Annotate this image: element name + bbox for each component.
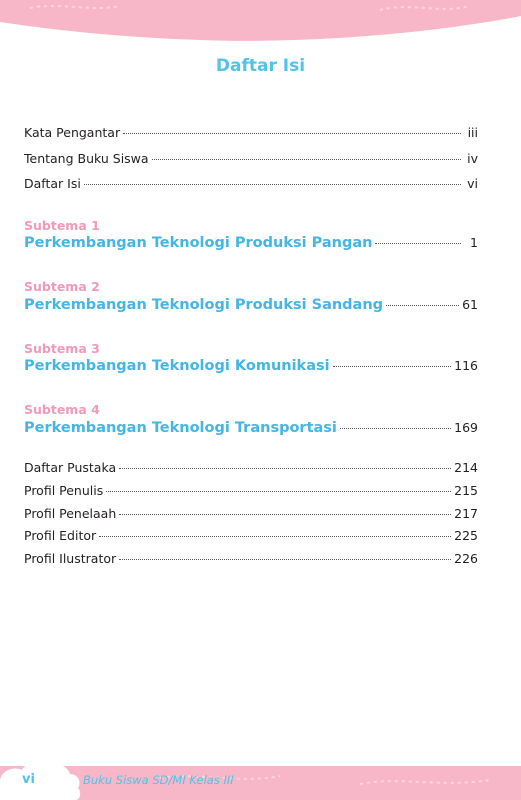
toc-entry-label: Profil Ilustrator bbox=[24, 551, 117, 566]
toc-entry-page: vi bbox=[467, 176, 478, 191]
toc-entry-subtema-1[interactable] bbox=[24, 235, 478, 251]
toc-entry-daftar-isi[interactable] bbox=[24, 176, 478, 192]
toc-entry-label: Kata Pengantar bbox=[24, 125, 121, 140]
toc-entry-kata-pengantar[interactable] bbox=[24, 125, 478, 141]
toc-entry-page: iii bbox=[467, 125, 478, 140]
toc-entry-page: 217 bbox=[454, 506, 478, 521]
dot-leader bbox=[340, 427, 451, 429]
toc-entry-page: 226 bbox=[454, 551, 478, 566]
toc-entry-subtema-4[interactable] bbox=[24, 420, 478, 436]
footer-decoration bbox=[0, 760, 521, 800]
subtema-3-tag: Subtema 3 bbox=[24, 341, 100, 356]
toc-entry-page: 1 bbox=[470, 235, 478, 250]
footer-page-number: vi bbox=[22, 772, 35, 787]
toc-entry-label: Perkembangan Teknologi Transportasi bbox=[24, 420, 337, 436]
dot-leader bbox=[123, 132, 461, 134]
toc-entry-subtema-2[interactable] bbox=[24, 297, 478, 313]
toc-entry-subtema-3[interactable] bbox=[24, 358, 478, 374]
toc-entry-profil-editor[interactable] bbox=[24, 528, 478, 544]
toc-entry-page: 214 bbox=[454, 460, 478, 475]
toc-entry-label: Profil Editor bbox=[24, 528, 97, 543]
subtema-1-tag: Subtema 1 bbox=[24, 218, 100, 233]
toc-entry-label: Daftar Isi bbox=[24, 176, 81, 191]
toc-entry-page: 116 bbox=[454, 358, 478, 373]
toc-entry-daftar-pustaka[interactable] bbox=[24, 460, 478, 476]
dot-leader bbox=[386, 304, 459, 306]
toc-entry-page: iv bbox=[467, 151, 478, 166]
dot-leader bbox=[375, 242, 461, 244]
toc-entry-page: 215 bbox=[454, 483, 478, 498]
toc-entry-label: Perkembangan Teknologi Komunikasi bbox=[24, 358, 330, 374]
dot-leader bbox=[333, 365, 452, 367]
dot-leader bbox=[119, 513, 451, 515]
toc-entry-page: 169 bbox=[454, 420, 478, 435]
toc-entry-page: 61 bbox=[462, 297, 478, 312]
toc-entry-profil-ilustrator[interactable] bbox=[24, 551, 478, 567]
dot-leader bbox=[152, 158, 461, 160]
dot-leader bbox=[119, 558, 451, 560]
toc-entry-label: Profil Penulis bbox=[24, 483, 104, 498]
toc-entry-label: Perkembangan Teknologi Produksi Sandang bbox=[24, 297, 384, 313]
subtema-4-tag: Subtema 4 bbox=[24, 402, 100, 417]
toc-entry-page: 225 bbox=[454, 528, 478, 543]
toc-entry-label: Perkembangan Teknologi Produksi Pangan bbox=[24, 235, 373, 251]
toc-entry-label: Tentang Buku Siswa bbox=[24, 151, 149, 166]
dot-leader bbox=[119, 467, 451, 469]
toc-entry-label: Daftar Pustaka bbox=[24, 460, 117, 475]
toc-entry-tentang-buku-siswa[interactable] bbox=[24, 151, 478, 167]
subtema-2-tag: Subtema 2 bbox=[24, 279, 100, 294]
toc-entry-profil-penelaah[interactable] bbox=[24, 506, 478, 522]
dot-leader bbox=[84, 183, 461, 185]
toc-entry-label: Profil Penelaah bbox=[24, 506, 117, 521]
footer-book-title: Buku Siswa SD/MI Kelas III bbox=[83, 773, 234, 787]
dot-leader bbox=[106, 490, 451, 492]
page-title: Daftar Isi bbox=[215, 56, 306, 76]
header-decoration bbox=[0, 0, 521, 60]
toc-entry-profil-penulis[interactable] bbox=[24, 483, 478, 499]
dot-leader bbox=[99, 535, 451, 537]
